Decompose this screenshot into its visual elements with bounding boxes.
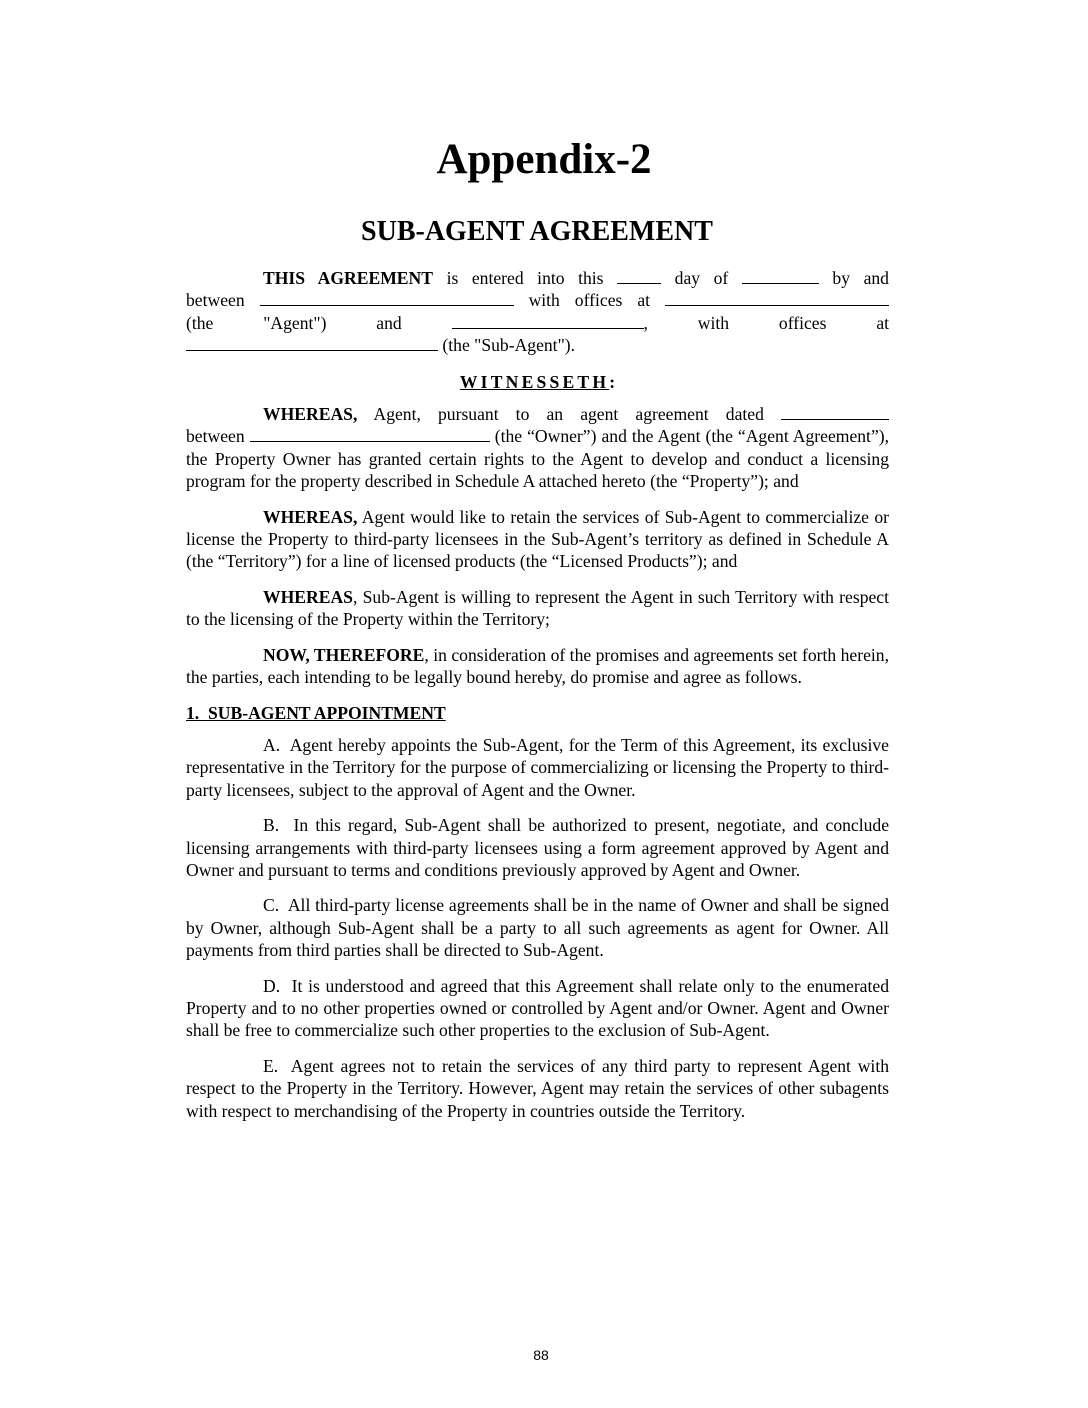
clause-text: Agent hereby appoints the Sub-Agent, for the Term of this Agreement, its exclusive representative in the Territory for the purpose of commercializing or licensing the Property to third-party licensees, subject to the approval of Agent and the Owner. [186,734,889,800]
recital-lead: WHEREAS [263,586,353,607]
recital-3 [186,586,889,631]
intro-text: at [876,312,890,333]
recital-text: , Sub-Agent is willing to represent the Agent in such Territory with respect to the licensing of the Property within the Territory; [186,586,889,630]
recital-1-line-1 [186,403,889,425]
blank-agreement-date-field[interactable] [781,405,889,420]
recital-text: , in consideration of the promises and agreements set forth herein, the parties, each intending to be legally bound hereby, do promise and agree as follows. [186,644,889,688]
intro-text: between [186,290,245,311]
recital-text: Agent would like to retain the services of Sub-Agent to commercialize or license the Property to third-party licensees in the Sub-Agent’s territory as defined in Schedule A (the “Territory”) for a line of licensed products (the “Licensed Products”); and [186,506,889,572]
document-body [186,267,889,1135]
intro-text: "Agent") [263,312,327,333]
recital-lead: WHEREAS, [263,404,358,425]
recital-text: between [186,426,245,447]
recital-text: Agent, pursuant to an agent agreement dated [373,404,764,425]
blank-agent-address-field[interactable] [665,291,889,306]
clause-label: D. [263,975,281,996]
clause-text: All third-party license agreements shall be in the name of Owner and shall be signed by Owner, although Sub-Agent shall be a party to all such agreements as agent for Owner. All payments from third parties shall be directed to Sub-Agent. [186,895,889,961]
witnesseth-colon: : [609,371,616,392]
clause-label: A. [263,734,281,755]
page-number: 88 [533,1347,549,1363]
witnesseth-heading [186,371,889,393]
witnesseth-label: WITNESSETH [459,371,610,392]
recital-4 [186,644,889,689]
intro-text: day of [674,268,729,288]
clause-c [186,894,889,961]
intro-lead: THIS AGREEMENT [263,268,433,288]
intro-line-1 [186,267,889,289]
intro-text: with [697,312,730,333]
intro-text: offices [778,312,827,333]
appendix-title: Appendix-2 [436,136,652,183]
recital-text: (the “Owner”) and the Agent (the “Agent Agreement”), the Property Owner has granted certain rights to the Agent to develop and conduct a licensing program for the property described in Schedule A attached hereto (the “Property”); and [186,426,890,492]
intro-paragraph [186,267,889,357]
intro-line-2 [186,289,889,311]
clause-label: B. [263,815,280,836]
intro-line-4 [186,334,889,356]
agreement-title: SUB-AGENT AGREEMENT [361,216,713,247]
clause-b [186,814,889,881]
clause-text: In this regard, Sub-Agent shall be authorized to present, negotiate, and conclude licensing arrangements with third-party licensees using a form agreement approved by Agent and Owner and pursuant to terms and conditions previously approved by Agent and Owner. [186,815,890,880]
intro-text: is entered into this [446,268,604,288]
blank-day-field[interactable] [617,269,661,284]
blank-agent-name-field[interactable] [260,291,514,306]
clause-e [186,1055,889,1122]
intro-text: (the [186,312,214,333]
intro-text: with offices at [528,290,651,311]
clause-text: It is understood and agreed that this Agreement shall relate only to the enumerated Property and to no other properties owned or controlled by Agent and/or Owner. Agent and Owner shall be free to commercialize such other properties to the exclusion of Sub-Agent. [186,975,889,1041]
intro-line-3 [186,312,889,334]
blank-owner-name-field[interactable] [250,427,490,442]
blank-subagent-name-field[interactable] [452,314,644,329]
recital-2 [186,506,889,573]
intro-text: by and [832,268,889,288]
clause-d [186,975,889,1042]
clause-text: Agent agrees not to retain the services of any third party to represent Agent with respect to the Property in the Territory. However, Agent may retain the services of other subagents with respect to merchandising of the Property in countries outside the Territory. [186,1055,889,1121]
recital-1 [186,403,889,493]
intro-text: (the "Sub-Agent"). [442,335,576,356]
section-1-heading: 1. SUB-AGENT APPOINTMENT [186,702,446,723]
intro-text: and [376,312,402,333]
intro-text: , [643,312,648,333]
clause-label: E. [263,1055,279,1076]
blank-month-field[interactable] [742,269,819,284]
clause-label: C. [263,895,280,916]
recital-lead: NOW, THEREFORE [263,644,425,665]
clause-a [186,734,889,801]
recital-lead: WHEREAS, [263,506,358,527]
blank-subagent-address-field[interactable] [186,336,438,351]
